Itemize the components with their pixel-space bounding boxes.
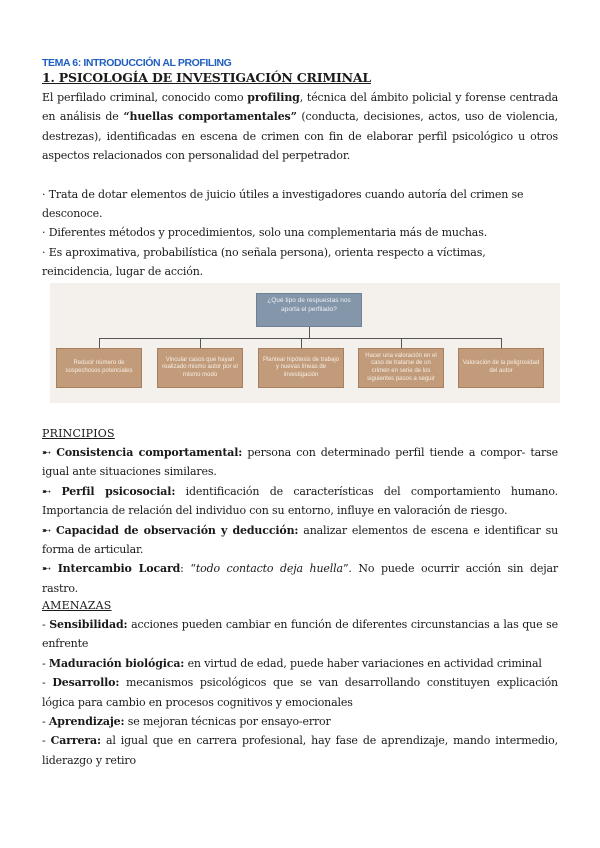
amenaza-item: - Sensibilidad: acciones pueden cambiar en función de diferentes circunstancias a las que se enfrente bbox=[42, 618, 558, 651]
principio-item: ➸ Intercambio Locard: “todo contacto deja huella”. No puede ocurrir acción sin dejar rastro. bbox=[42, 562, 558, 595]
bullet-item: · Es aproximativa, probabilística (no señala persona), orienta respecto a víctimas, reincidencia, lugar de acción. bbox=[42, 245, 486, 279]
diagram-box: Vincular casos que hayan realizado mismo autor por el mismo modo bbox=[157, 348, 243, 388]
diagram-connector bbox=[99, 338, 100, 348]
amenaza-item: - Aprendizaje: se mejoran técnicas por ensayo-error bbox=[42, 715, 331, 729]
section-title: 1. PSICOLOGÍA DE INVESTIGACIÓN CRIMINAL bbox=[42, 70, 371, 85]
bullet-list bbox=[42, 185, 558, 282]
bullet-item: · Diferentes métodos y procedimientos, solo una complementaria más de muchas. bbox=[42, 226, 488, 240]
amenazas-heading: AMENAZAS bbox=[42, 599, 112, 612]
amenaza-item: - Maduración biológica: en virtud de edad, puede haber variaciones en actividad criminal bbox=[42, 656, 542, 670]
principio-item: ➸ Perfil psicosocial: identificación de características del comportamiento humano. Importancia de relación del individuo con su entorno, influye en valoración de riesgo. bbox=[42, 484, 558, 518]
intro-paragraph: El perfilado criminal, conocido como profiling, técnica del ámbito policial y forense centrada en análisis de “huellas comportamentales” (conducta, decisiones, actos, uso de violencia, destrezas), identificadas en escena de crimen con fin de elaborar perfil psicológico u otros aspectos relacionados con personalidad del perpetrador. bbox=[42, 91, 558, 163]
principios-section bbox=[42, 424, 558, 598]
amenaza-item: - Desarrollo: mecanismos psicológicos que se van desarrollando constituyen explicación lógica para cambio en procesos cognitivos y emocionales bbox=[42, 676, 558, 709]
diagram-connector bbox=[99, 338, 501, 339]
diagram-box: Hacer una valoración en el caso de tratarse de un crimen en serie de los siguientes pasos a seguir bbox=[358, 348, 444, 388]
diagram-box: Plantear hipótesis de trabajo y nuevas líneas de investigación bbox=[258, 348, 344, 388]
principio-item: ➸ Consistencia comportamental: persona con determinado perfil tiende a compor- tarse igual ante situaciones similares. bbox=[42, 446, 559, 479]
diagram-connector bbox=[401, 338, 402, 348]
diagram-connector bbox=[309, 327, 310, 338]
principio-item: ➸ Capacidad de observación y deducción: analizar elementos de escena e identificar su forma de articular. bbox=[42, 523, 558, 557]
diagram-connector bbox=[200, 338, 201, 348]
document-page bbox=[42, 56, 558, 282]
diagram-connector bbox=[301, 338, 302, 348]
diagram-box: Valoración de la peligrosidad del autor bbox=[458, 348, 544, 388]
bullet-item: · Trata de dotar elementos de juicio útiles a investigadores cuando autoría del crimen se desconoce. bbox=[42, 187, 524, 221]
amenazas-section bbox=[42, 596, 558, 770]
amenaza-item: - Carrera: al igual que en carrera profesional, hay fase de aprendizaje, mando intermedio, liderazgo y retiro bbox=[42, 734, 558, 767]
topic-title: TEMA 6: INTRODUCCIÓN AL PROFILING bbox=[42, 57, 232, 69]
diagram-box: Reducir número de sospechosos potenciales bbox=[56, 348, 142, 388]
profiling-diagram bbox=[50, 283, 560, 403]
diagram-root-box: ¿Qué tipo de respuestas nos aporta el perfilado? bbox=[256, 293, 362, 327]
diagram-connector bbox=[501, 338, 502, 348]
principios-heading: PRINCIPIOS bbox=[42, 427, 115, 440]
